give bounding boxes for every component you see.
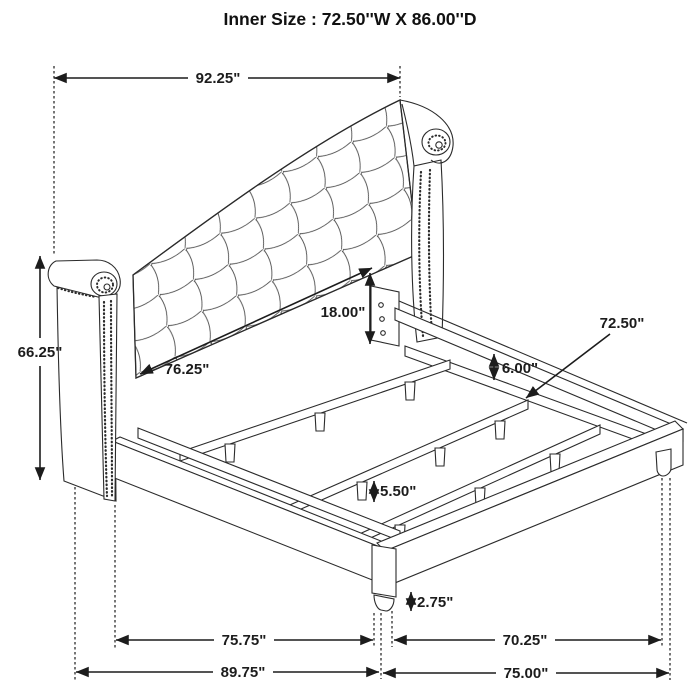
support-leg xyxy=(495,421,505,439)
dim-headboard-height xyxy=(18,256,63,480)
dim-inner-width-label: 72.50" xyxy=(599,315,645,332)
dim-rail-gap-label: 6.00" xyxy=(501,360,539,377)
dim-overall-width-label: 92.25" xyxy=(195,70,241,87)
right-corner-leg xyxy=(656,449,671,476)
dim-foot-inner-width xyxy=(394,632,661,649)
support-leg xyxy=(357,482,367,500)
dim-headboard-width-label: 76.25" xyxy=(164,361,210,378)
dim-support-leg-height-label: 5.50" xyxy=(380,483,417,500)
crossbar xyxy=(180,360,450,461)
dim-foot-overall-width-label: 75.00" xyxy=(503,665,549,682)
support-leg xyxy=(225,444,235,462)
front-corner-leg xyxy=(372,545,396,611)
dim-headboard-height-label: 66.25" xyxy=(17,344,63,361)
dim-side-overall-depth-label: 89.75" xyxy=(220,664,266,681)
support-leg xyxy=(435,448,445,466)
dim-side-inner-depth xyxy=(116,632,373,649)
dim-inner-width xyxy=(526,315,644,398)
dim-overall-width xyxy=(54,70,400,87)
right-scroll-face xyxy=(422,129,450,155)
support-leg xyxy=(405,382,415,400)
bed-drawing xyxy=(48,70,687,611)
dim-side-overall-depth xyxy=(76,664,379,681)
support-leg xyxy=(315,413,325,431)
dim-foot-leg-height xyxy=(411,592,453,611)
diagram-title: Inner Size : 72.50''W X 86.00''D xyxy=(223,9,477,29)
dim-foot-leg-height-label: 2.75" xyxy=(417,594,454,611)
dim-headboard-to-rail-label: 18.00" xyxy=(320,304,366,321)
dim-side-inner-depth-label: 75.75" xyxy=(221,632,267,649)
dim-foot-overall-width xyxy=(383,665,669,682)
dim-foot-inner-width-label: 70.25" xyxy=(502,632,548,649)
dim-support-leg-height xyxy=(374,481,416,502)
